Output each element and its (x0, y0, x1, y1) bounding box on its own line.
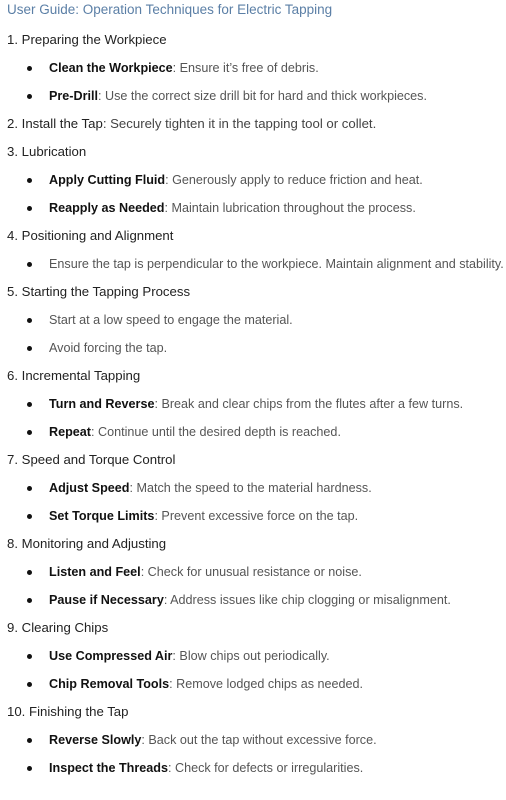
section-heading-text: Finishing the Tap (29, 704, 129, 719)
section-heading (0, 451, 506, 479)
bullet-description: Start at a low speed to engage the material. (49, 313, 293, 327)
section (0, 143, 506, 227)
section-heading (0, 31, 506, 59)
section-number: 3. (7, 144, 18, 159)
bullet-item (0, 59, 506, 87)
bullet-dot-icon (27, 654, 32, 659)
section (0, 115, 506, 143)
bullet-dot-icon (27, 430, 32, 435)
bullet-dot-icon (27, 738, 32, 743)
bullet-item (0, 647, 506, 675)
section (0, 451, 506, 535)
bullet-dot-icon (27, 486, 32, 491)
bullet-term: Reapply as Needed (49, 201, 165, 215)
bullet-dot-icon (27, 346, 32, 351)
section-heading-text: Preparing the Workpiece (21, 32, 167, 47)
section-heading (0, 283, 506, 311)
section (0, 535, 506, 619)
bullet-item (0, 675, 506, 703)
bullet-description: Ensure the tap is perpendicular to the workpiece. Maintain alignment and stability. (49, 257, 504, 271)
section-heading (0, 143, 506, 171)
section-heading-description: : Securely tighten it in the tapping tool or collet. (102, 116, 377, 131)
document-title: User Guide: Operation Techniques for Electric Tapping (7, 2, 333, 17)
section-number: 8. (7, 536, 18, 551)
bullet-term: Pause if Necessary (49, 593, 164, 607)
section-heading-text: Install the Tap (21, 116, 103, 131)
bullet-description: : Break and clear chips from the flutes after a few turns. (154, 397, 464, 411)
section-heading-text: Clearing Chips (21, 620, 109, 635)
section-heading (0, 703, 506, 731)
bullet-description: : Maintain lubrication throughout the process. (164, 201, 416, 215)
section-heading-text: Incremental Tapping (21, 368, 141, 383)
section-number: 2. (7, 116, 18, 131)
bullet-dot-icon (27, 262, 32, 267)
section-number: 1. (7, 32, 18, 47)
bullet-item (0, 171, 506, 199)
bullet-dot-icon (27, 766, 32, 771)
section-heading (0, 367, 506, 395)
bullet-term: Repeat (49, 425, 91, 439)
bullet-item (0, 423, 506, 451)
bullet-dot-icon (27, 682, 32, 687)
bullet-term: Use Compressed Air (49, 649, 173, 663)
bullet-description: : Generously apply to reduce friction and heat. (165, 173, 423, 187)
section-number: 9. (7, 620, 18, 635)
bullet-item (0, 731, 506, 759)
bullet-term: Apply Cutting Fluid (49, 173, 166, 187)
section-heading (0, 619, 506, 647)
section-heading-text: Monitoring and Adjusting (21, 536, 167, 551)
bullet-item (0, 255, 506, 283)
bullet-dot-icon (27, 178, 32, 183)
section (0, 703, 506, 787)
bullet-item (0, 339, 506, 367)
bullet-description: : Address issues like chip clogging or misalignment. (163, 593, 451, 607)
bullet-dot-icon (27, 318, 32, 323)
bullet-term: Listen and Feel (49, 565, 141, 579)
bullet-item (0, 759, 506, 787)
bullet-term: Reverse Slowly (49, 733, 142, 747)
bullet-term: Turn and Reverse (49, 397, 155, 411)
bullet-dot-icon (27, 66, 32, 71)
section-number: 5. (7, 284, 18, 299)
document-body (0, 31, 506, 787)
bullet-item (0, 395, 506, 423)
section-heading (0, 227, 506, 255)
bullet-description: : Back out the tap without excessive force. (141, 733, 377, 747)
bullet-dot-icon (27, 402, 32, 407)
bullet-term: Inspect the Threads (49, 761, 168, 775)
section (0, 367, 506, 451)
bullet-item (0, 479, 506, 507)
bullet-term: Set Torque Limits (49, 509, 155, 523)
section (0, 619, 506, 703)
bullet-description: : Ensure it’s free of debris. (172, 61, 319, 75)
section-number: 6. (7, 368, 18, 383)
bullet-description: : Use the correct size drill bit for hard and thick workpieces. (98, 89, 427, 103)
bullet-dot-icon (27, 570, 32, 575)
section-heading-text: Speed and Torque Control (21, 452, 176, 467)
bullet-description: : Match the speed to the material hardness. (129, 481, 372, 495)
section-number: 10. (7, 704, 26, 719)
bullet-item (0, 311, 506, 339)
section (0, 283, 506, 367)
bullet-dot-icon (27, 94, 32, 99)
bullet-description: : Prevent excessive force on the tap. (154, 509, 359, 523)
bullet-item (0, 507, 506, 535)
bullet-description: : Continue until the desired depth is reached. (91, 425, 341, 439)
section (0, 227, 506, 283)
bullet-item (0, 563, 506, 591)
bullet-description: : Check for unusual resistance or noise. (140, 565, 362, 579)
bullet-item (0, 591, 506, 619)
section-heading (0, 115, 506, 143)
section-number: 4. (7, 228, 18, 243)
section-number: 7. (7, 452, 18, 467)
bullet-description: : Remove lodged chips as needed. (169, 677, 364, 691)
section (0, 31, 506, 115)
section-heading-text: Positioning and Alignment (21, 228, 174, 243)
bullet-item (0, 199, 506, 227)
bullet-dot-icon (27, 206, 32, 211)
bullet-dot-icon (27, 598, 32, 603)
bullet-description: : Check for defects or irregularities. (167, 761, 364, 775)
bullet-item (0, 87, 506, 115)
section-heading (0, 535, 506, 563)
bullet-description: Avoid forcing the tap. (49, 341, 168, 355)
bullet-dot-icon (27, 514, 32, 519)
bullet-description: : Blow chips out periodically. (172, 649, 330, 663)
bullet-term: Pre-Drill (49, 89, 98, 103)
bullet-term: Adjust Speed (49, 481, 130, 495)
section-heading-text: Lubrication (21, 144, 87, 159)
bullet-term: Chip Removal Tools (49, 677, 170, 691)
section-heading-text: Starting the Tapping Process (21, 284, 191, 299)
bullet-term: Clean the Workpiece (49, 61, 173, 75)
